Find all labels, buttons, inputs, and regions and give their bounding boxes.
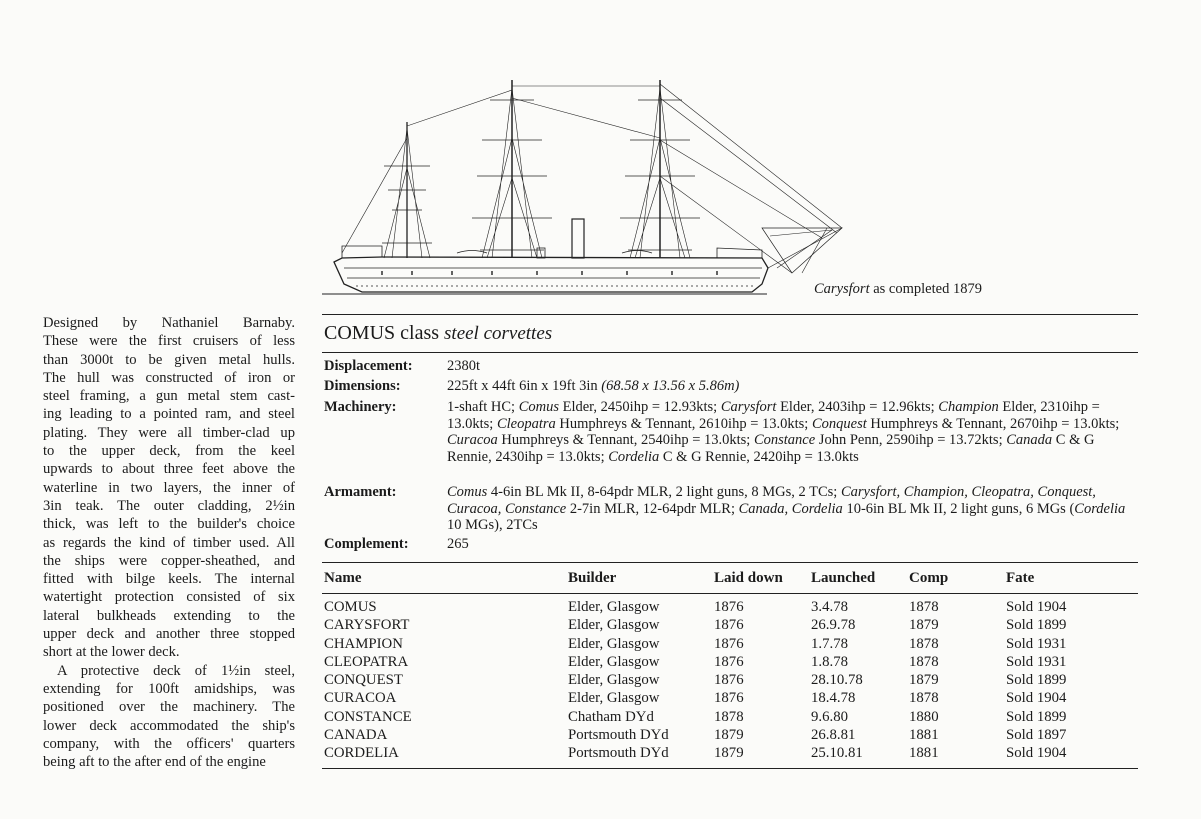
- cell-launched: 25.10.81: [811, 745, 863, 762]
- spec-value: 265: [447, 536, 469, 552]
- cell-launched: 1.8.78: [811, 653, 848, 670]
- spec-text-run: Carysfort: [720, 399, 777, 415]
- caption-ship-name: Carysfort: [814, 281, 870, 297]
- cell-comp: 1878: [909, 653, 939, 670]
- cell-builder: Elder, Glasgow: [568, 617, 660, 634]
- header-name: Name: [324, 570, 362, 586]
- description-line: These were the first cruisers of less: [43, 333, 295, 350]
- cell-launched: 1.7.78: [811, 635, 848, 652]
- spec-value: [447, 399, 1140, 465]
- cell-builder: Portsmouth DYd: [568, 727, 669, 744]
- spec-text-run: Canada: [1006, 432, 1053, 449]
- description-line: fitted with bilge keels. The internal: [43, 571, 295, 588]
- description-line: upwards to about three feet above the: [43, 461, 295, 478]
- spec-label: Machinery:: [324, 399, 397, 415]
- spec-text-run: Cordelia: [608, 448, 660, 465]
- spec-label: Armament:: [324, 484, 397, 500]
- description-line: steel framing, a gun metal stem cast-: [43, 388, 295, 405]
- column-comp: [909, 598, 939, 763]
- spec-text-run: Carysfort, Champion, Cleopatra, Conquest, Curacoa, Constance: [447, 484, 1096, 517]
- cell-name: CANADA: [324, 727, 388, 744]
- spec-text-run: C & G Rennie, 2430ihp = 13.0kts;: [447, 432, 1095, 465]
- spec-text-run: Canada, Cordelia: [738, 500, 843, 517]
- cell-fate: Sold 1904: [1006, 690, 1067, 707]
- spec-label: Displacement:: [324, 358, 413, 374]
- class-name: COMUS class: [324, 322, 440, 344]
- spec-text-run: Curacoa: [447, 432, 498, 449]
- cell-fate: Sold 1904: [1006, 745, 1067, 762]
- cell-fate: Sold 1931: [1006, 635, 1067, 652]
- cell-launched: 3.4.78: [811, 599, 848, 615]
- header-laid-down: Laid down: [714, 570, 783, 586]
- description-line: short at the lower deck.: [43, 644, 180, 661]
- description-paragraph-1: [43, 314, 295, 662]
- description-line: thick, was left to the builder's choice: [43, 516, 295, 533]
- cell-fate: Sold 1899: [1006, 672, 1067, 689]
- spec-text-run: C & G Rennie, 2420ihp = 13.0kts: [659, 448, 859, 465]
- description-line: plating. They were all timber-clad up: [43, 424, 295, 441]
- cell-launched: 26.8.81: [811, 727, 856, 744]
- description-line: company, with the officers' quarters: [43, 735, 295, 752]
- description-line: positioned over the machinery. The: [43, 699, 295, 716]
- cell-comp: 1881: [909, 727, 939, 744]
- spec-text-run: Comus: [447, 484, 488, 500]
- cell-laid-down: 1876: [714, 617, 744, 634]
- cell-builder: Portsmouth DYd: [568, 745, 669, 762]
- spec-value: 225ft x 44ft 6in x 19ft 3in (68.58 x 13.56 x 5.86m): [447, 378, 740, 394]
- description-line: A protective deck of 1½in steel,: [57, 662, 295, 679]
- header-builder: Builder: [568, 570, 617, 586]
- cell-builder: Elder, Glasgow: [568, 635, 660, 652]
- class-type: steel corvettes: [444, 323, 553, 344]
- description-line: extending for 100ft amidships, was: [43, 680, 295, 697]
- description-line: upper deck and another three stopped: [43, 626, 295, 643]
- cell-laid-down: 1876: [714, 635, 744, 652]
- description-line: being aft to the after end of the engine: [43, 754, 266, 771]
- cell-laid-down: 1876: [714, 672, 744, 689]
- spec-text-run: Humphreys & Tennant, 2540ihp = 13.0kts;: [497, 432, 754, 449]
- spec-text-run: Cleopatra: [496, 415, 556, 432]
- cell-laid-down: 1876: [714, 690, 744, 707]
- spec-label: Dimensions:: [324, 378, 401, 394]
- column-laid-down: [714, 598, 744, 763]
- spec-text-run: 10 MGs), 2TCs: [447, 517, 538, 534]
- spec-text-run: Elder, 2403ihp = 12.96kts;: [776, 399, 939, 415]
- cell-name: CONQUEST: [324, 672, 403, 689]
- spec-text-run: Cordelia: [1074, 500, 1126, 517]
- cell-laid-down: 1876: [714, 653, 744, 670]
- spec-text-run: 1-shaft HC;: [447, 399, 519, 415]
- description-line: the ships were copper-sheathed, and: [43, 552, 295, 569]
- spec-text-run: 4-6in BL Mk II, 8-64pdr MLR, 2 light guns, 8 MGs, 2 TCs;: [487, 484, 841, 500]
- drawing-caption: [814, 281, 982, 298]
- cell-launched: 28.10.78: [811, 672, 863, 689]
- cell-laid-down: 1879: [714, 727, 744, 744]
- description-text: [43, 314, 295, 771]
- description-line: lower deck accommodated the ship's: [43, 717, 295, 734]
- title-rule: [322, 352, 1138, 353]
- cell-fate: Sold 1904: [1006, 599, 1067, 615]
- description-line: Designed by Nathaniel Barnaby.: [43, 315, 295, 331]
- header-fate: Fate: [1006, 570, 1035, 586]
- spec-text-run: John Penn, 2590ihp = 13.72kts;: [815, 432, 1007, 449]
- description-line: watertight protection consisted of six: [43, 589, 295, 606]
- cell-name: CORDELIA: [324, 745, 399, 762]
- cell-builder: Elder, Glasgow: [568, 653, 660, 670]
- cell-name: CHAMPION: [324, 635, 403, 652]
- header-comp: Comp: [909, 570, 949, 586]
- cell-launched: 18.4.78: [811, 690, 856, 707]
- description-line: 3in teak. The outer cladding, 2½in: [43, 497, 295, 514]
- spec-text-run: 2-7in MLR, 12-64pdr MLR;: [566, 500, 739, 517]
- class-title: [324, 322, 552, 345]
- column-builder: [568, 598, 669, 763]
- spec-text-run: Comus: [518, 399, 559, 415]
- cell-name: CARYSFORT: [324, 617, 410, 634]
- spec-text-run: Humphreys & Tennant, 2610ihp = 13.0kts;: [555, 415, 812, 432]
- cell-comp: 1878: [909, 690, 939, 707]
- column-name: [324, 598, 412, 763]
- cell-fate: Sold 1899: [1006, 708, 1067, 725]
- caption-text: as completed 1879: [873, 281, 982, 297]
- table-header-rule: [322, 593, 1138, 594]
- cell-comp: 1879: [909, 672, 939, 689]
- description-line: waterline in two layers, the inner of: [43, 479, 295, 496]
- spec-value: 2380t: [447, 358, 481, 374]
- cell-comp: 1878: [909, 599, 939, 615]
- spec-text-run: Constance: [753, 432, 816, 449]
- description-line: lateral bulkheads extending to the: [43, 607, 295, 624]
- cell-comp: 1881: [909, 745, 939, 762]
- cell-laid-down: 1876: [714, 599, 744, 615]
- cell-builder: Elder, Glasgow: [568, 690, 660, 707]
- cell-comp: 1879: [909, 617, 939, 634]
- spec-text-run: Conquest: [811, 415, 867, 432]
- cell-comp: 1878: [909, 635, 939, 652]
- cell-fate: Sold 1899: [1006, 617, 1067, 634]
- cell-comp: 1880: [909, 708, 939, 725]
- header-launched: Launched: [811, 570, 876, 586]
- cell-launched: 9.6.80: [811, 708, 848, 725]
- description-line: than 3000t to be given metal hulls.: [43, 351, 295, 368]
- spec-text-run: Champion: [938, 399, 999, 415]
- cell-builder: Elder, Glasgow: [568, 599, 660, 615]
- cell-name: CONSTANCE: [324, 708, 412, 725]
- top-rule: [322, 314, 1138, 315]
- description-line: ing leading to a pointed ram, and steel: [43, 406, 295, 423]
- column-launched: [811, 598, 863, 763]
- description-line: to the upper deck, from the keel: [43, 443, 295, 460]
- table-bottom-rule: [322, 768, 1138, 769]
- cell-fate: Sold 1897: [1006, 727, 1067, 744]
- cell-fate: Sold 1931: [1006, 653, 1067, 670]
- cell-laid-down: 1879: [714, 745, 744, 762]
- cell-builder: Chatham DYd: [568, 708, 654, 725]
- cell-laid-down: 1878: [714, 708, 744, 725]
- cell-name: CURACOA: [324, 690, 397, 707]
- description-line: as regards the kind of timber used. All: [43, 534, 295, 551]
- spec-text-run: 10-6in BL Mk II, 2 light guns, 6 MGs (: [842, 500, 1075, 517]
- cell-builder: Elder, Glasgow: [568, 672, 660, 689]
- cell-name: COMUS: [324, 599, 377, 615]
- description-paragraph-2: [43, 662, 295, 772]
- spec-label: Complement:: [324, 536, 409, 552]
- cell-name: CLEOPATRA: [324, 653, 409, 670]
- cell-launched: 26.9.78: [811, 617, 856, 634]
- table-top-rule: [322, 562, 1138, 563]
- spec-value: [447, 484, 1140, 534]
- description-line: The hull was constructed of iron or: [43, 369, 295, 386]
- ship-profile-drawing: [322, 78, 852, 300]
- spec-text-run: Elder, 2450ihp = 12.93kts;: [558, 399, 721, 415]
- column-fate: [1006, 598, 1066, 763]
- spec-text-run: Humphreys & Tennant, 2670ihp = 13.0kts;: [866, 415, 1120, 432]
- spec-text-run: Elder, 2310ihp = 13.0kts;: [447, 399, 1100, 432]
